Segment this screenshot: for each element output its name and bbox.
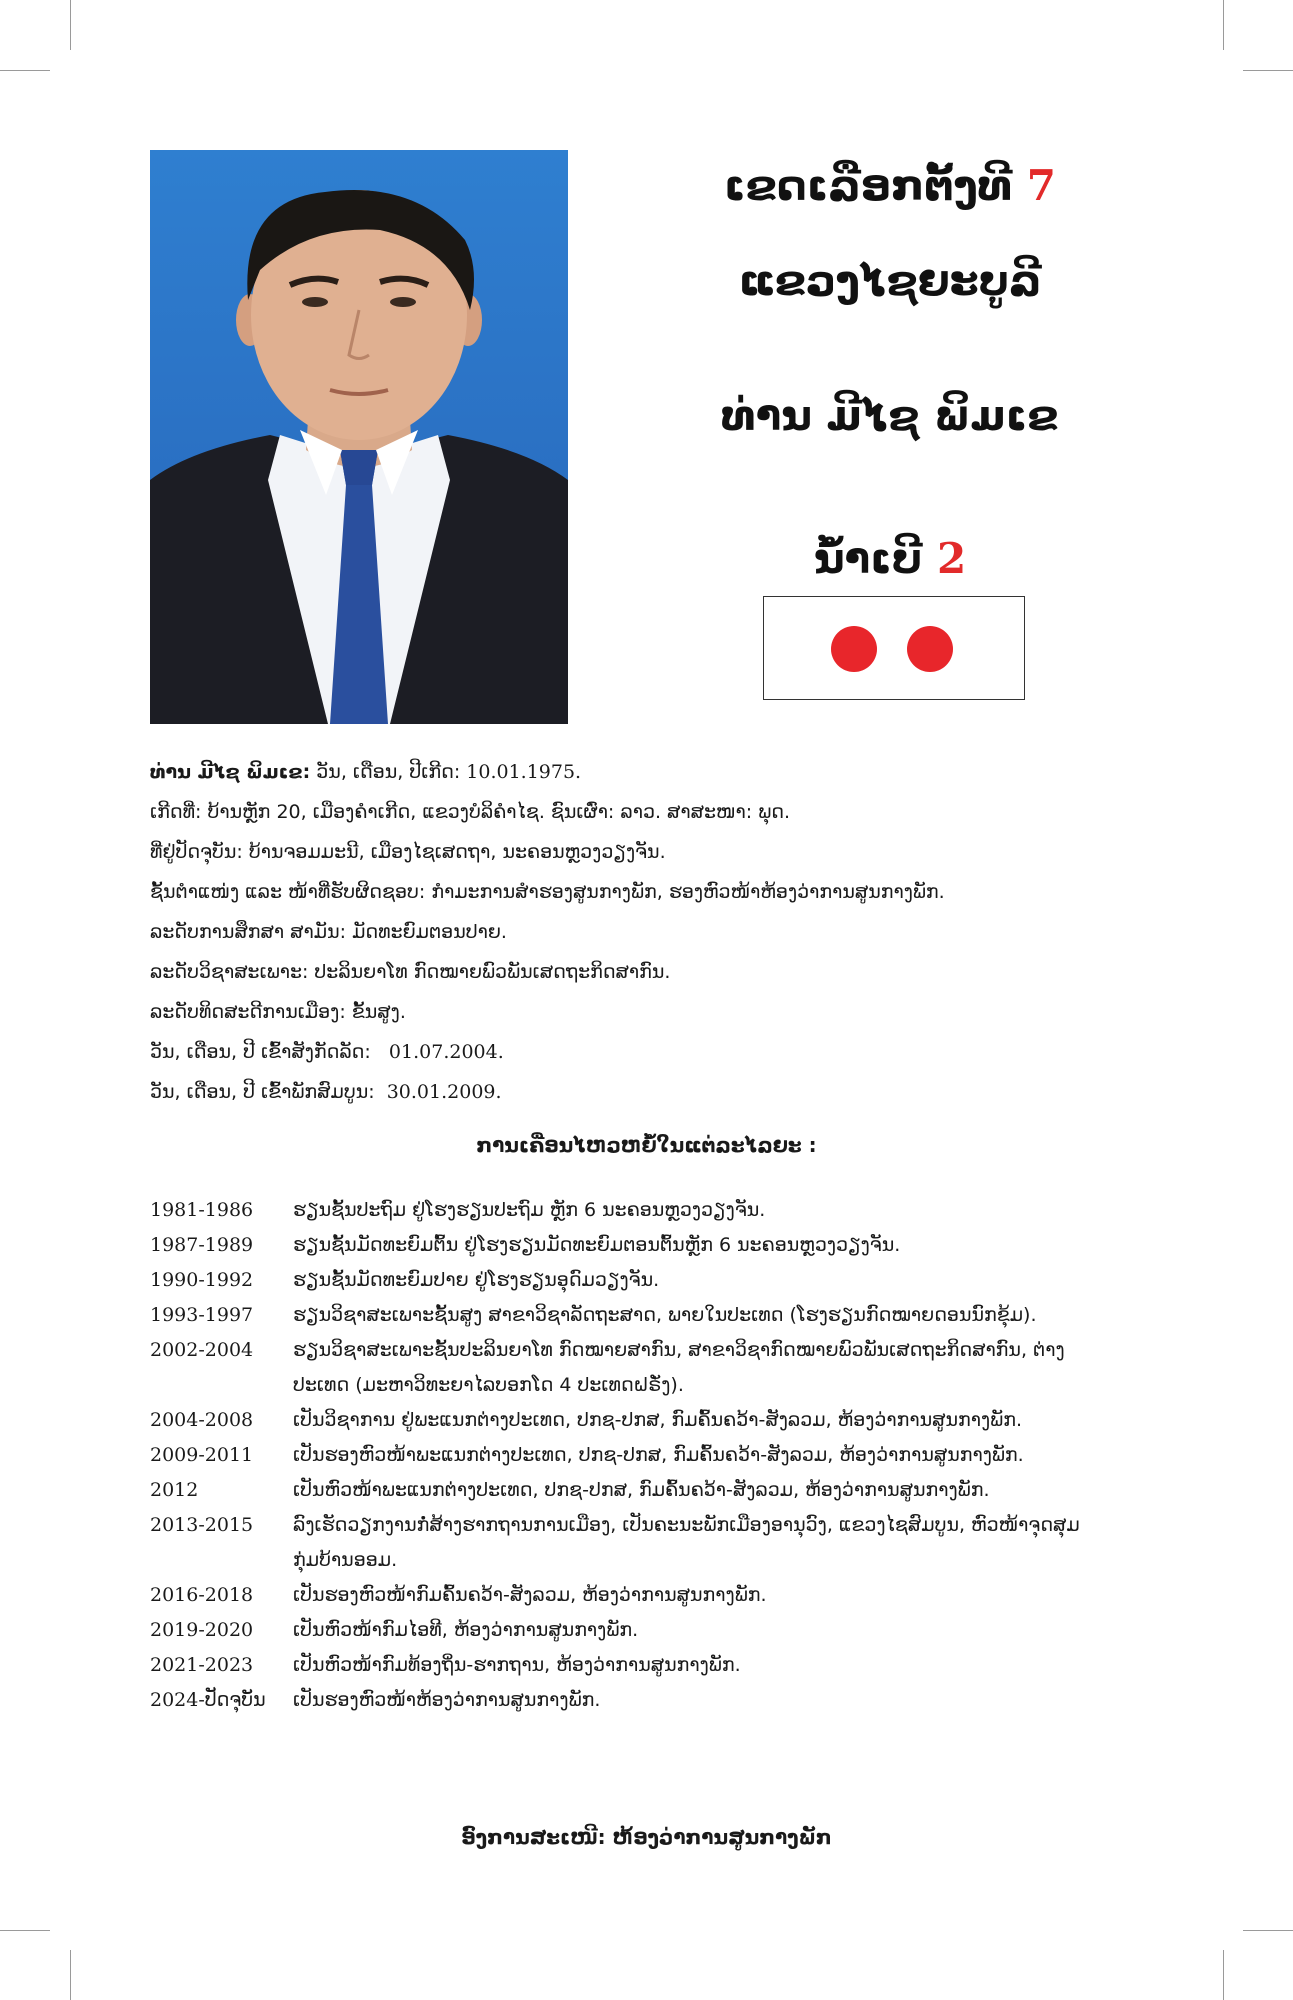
career-years: 2004-2008	[150, 1409, 254, 1431]
bio-youth-union	[150, 1032, 1150, 1072]
career-years	[150, 1543, 293, 1578]
constituency-label: ເຂດເລືອກຕັ້ງທີ	[724, 161, 1013, 210]
candidate-photo	[150, 150, 568, 724]
crop-mark	[1223, 1950, 1224, 2000]
career-row	[150, 1543, 1140, 1578]
career-description: ຮຽນຊັ້ນມັດທະຍົມຕົ້ນ ຢູ່ໂຮງຮຽນມັດທະຍົມຕອນຕົ້ນຫຼັກ 6 ນະຄອນຫຼວງວຽງຈັນ.	[293, 1234, 901, 1256]
bio-professional-education: ລະດັບວິຊາສະເພາະ: ປະລິນຍາໂທ ກົດໝາຍພົວພັນເສດຖະກິດສາກົນ.	[150, 961, 671, 983]
career-row	[150, 1613, 1140, 1648]
career-row	[150, 1298, 1140, 1333]
candidate-number-title	[690, 534, 1090, 583]
crop-mark	[70, 1950, 71, 2000]
career-years: 2012	[150, 1479, 199, 1501]
career-row	[150, 1228, 1140, 1263]
footer-label: ອົງການສະເໜີ:	[461, 1825, 606, 1849]
youth-union-label: ວັນ, ເດືອນ, ປີ ເຂົ້າສັງກັດລັດ:	[150, 1041, 371, 1063]
nominating-organization	[0, 1825, 1293, 1849]
bio-name: ທ່ານ ມີໄຊ ພິມເຂ:	[150, 761, 311, 783]
ballot-dot	[831, 626, 877, 672]
province-title: ແຂວງໄຊຍະບູລີ	[738, 256, 1042, 305]
career-row	[150, 1333, 1140, 1368]
career-years: 2002-2004	[150, 1339, 254, 1361]
career-section-title: ການເຄື່ອນໄຫວຫຍໍ້ໃນແຕ່ລະໄລຍະ :	[476, 1133, 817, 1157]
dob-value: 10.01.1975.	[466, 761, 582, 783]
career-description: ເປັນຮອງຫົວໜ້າຫ້ອງວ່າການສູນກາງພັກ.	[293, 1689, 601, 1711]
candidate-number: 2	[936, 534, 967, 583]
number-label: ນໍ້າເບີ	[813, 534, 923, 583]
constituency-title	[690, 161, 1090, 210]
career-row	[150, 1263, 1140, 1298]
career-description: ຮຽນຊັ້ນປະຖົມ ຢູ່ໂຮງຮຽນປະຖົມ ຫຼັກ 6 ນະຄອນຫຼວງວຽງຈັນ.	[293, 1199, 766, 1221]
career-years: 1987-1989	[150, 1234, 254, 1256]
crop-mark	[1223, 0, 1224, 50]
career-description: ຮຽນວິຊາສະເພາະຊັ້ນປະລິນຍາໂທ ກົດໝາຍສາກົນ, ສາຂາວິຊາກົດໝາຍພົວພັນເສດຖະກິດສາກົນ, ຕ່າງ	[293, 1339, 1065, 1361]
bio-political-theory: ລະດັບທິດສະດີການເມືອງ: ຂັ້ນສູງ.	[150, 1001, 406, 1023]
career-description: ເປັນຮອງຫົວໜ້າກົມຄົ້ນຄວ້າ-ສັງລວມ, ຫ້ອງວ່າການສູນກາງພັກ.	[293, 1584, 767, 1606]
bio-birthplace: ເກີດທີ່: ບ້ານຫຼັກ 20, ເມືອງຄໍາເກີດ, ແຂວງບໍລິຄໍາໄຊ. ຊົນເຜົ່າ: ລາວ. ສາສະໜາ: ພຸດ.	[150, 801, 791, 823]
career-years: 2013-2015	[150, 1514, 254, 1536]
crop-mark	[1243, 1930, 1293, 1931]
party-label: ວັນ, ເດືອນ, ປີ ເຂົ້າພັກສົມບູນ:	[150, 1081, 375, 1103]
career-years: 2016-2018	[150, 1584, 254, 1606]
bio-party	[150, 1072, 1150, 1112]
dob-label: ວັນ, ເດືອນ, ປີເກີດ:	[310, 761, 467, 783]
career-years: 2021-2023	[150, 1654, 254, 1676]
career-description: ເປັນຫົວໜ້າກົມໄອທີ, ຫ້ອງວ່າການສູນກາງພັກ.	[293, 1619, 639, 1641]
career-description: ຮຽນຊັ້ນມັດທະຍົມປາຍ ຢູ່ໂຮງຮຽນອຸດົມວຽງຈັນ.	[293, 1269, 660, 1291]
footer-value: ຫ້ອງວ່າການສູນກາງພັກ	[605, 1825, 832, 1849]
bio-name-dob	[150, 752, 1150, 792]
biography	[150, 752, 1150, 1112]
youth-union-value: 01.07.2004.	[388, 1041, 504, 1063]
crop-mark	[0, 70, 50, 71]
career-years: 2009-2011	[150, 1444, 254, 1466]
crop-mark	[1243, 70, 1293, 71]
career-years: 1981-1986	[150, 1199, 254, 1221]
career-description: ຮຽນວິຊາສະເພາະຊັ້ນສູງ ສາຂາວິຊາລັດຖະສາດ, ພາຍໃນປະເທດ (ໂຮງຮຽນກົດໝາຍດອນນົກຂຸ້ມ).	[293, 1304, 1037, 1326]
career-description: ເປັນຮອງຫົວໜ້າພະແນກຕ່າງປະເທດ, ປກຊ-ປກສ, ກົມຄົ້ນຄວ້າ-ສັງລວມ, ຫ້ອງວ່າການສູນກາງພັກ.	[293, 1444, 1024, 1466]
career-description: ເປັນວິຊາການ ຢູ່ພະແນກຕ່າງປະເທດ, ປກຊ-ປກສ, ກົມຄົ້ນຄວ້າ-ສັງລວມ, ຫ້ອງວ່າການສູນກາງພັກ.	[293, 1409, 1022, 1431]
constituency-number: 7	[1026, 161, 1056, 210]
career-row	[150, 1403, 1140, 1438]
career-years: 2019-2020	[150, 1619, 254, 1641]
career-row	[150, 1578, 1140, 1613]
bio-general-education: ລະດັບການສຶກສາ ສາມັນ: ມັດທະຍົມຕອນປາຍ.	[150, 921, 507, 943]
career-description: ກຸ່ມບ້ານອອມ.	[293, 1549, 398, 1571]
bio-residence: ທີ່ຢູ່ປັດຈຸບັນ: ບ້ານຈອມມະນີ, ເມືອງໄຊເສດຖາ, ນະຄອນຫຼວງວຽງຈັນ.	[150, 841, 666, 863]
career-years: 1990-1992	[150, 1269, 254, 1291]
career-description: ເປັນຫົວໜ້າກົມທ້ອງຖິ່ນ-ຮາກຖານ, ຫ້ອງວ່າການສູນກາງພັກ.	[293, 1654, 741, 1676]
crop-mark	[70, 0, 71, 50]
career-list	[150, 1193, 1140, 1718]
career-description: ປະເທດ (ມະຫາວິທະຍາໄລບອກໂດ 4 ປະເທດຝຣັ່ງ).	[293, 1374, 684, 1396]
career-row	[150, 1508, 1140, 1543]
bio-position: ຊັ້ນຕໍາແໜ່ງ ແລະ ໜ້າທີ່ຮັບຜິດຊອບ: ກໍາມະການສໍາຮອງສູນກາງພັກ, ຮອງຫົວໜ້າຫ້ອງວ່າການສູນກາງພັກ.	[150, 881, 945, 903]
party-value: 30.01.2009.	[386, 1081, 502, 1103]
career-row	[150, 1368, 1140, 1403]
ballot-marker-box	[763, 596, 1025, 700]
career-description: ລົງເຮັດວຽກງານກໍ່ສ້າງຮາກຖານການເມືອງ, ເປັນຄະນະພັກເມືອງອານຸວົງ, ແຂວງໄຊສົມບູນ, ຫົວໜ້າຈຸດສຸມ	[293, 1514, 1080, 1536]
career-row	[150, 1473, 1140, 1508]
crop-mark	[0, 1930, 50, 1931]
ballot-dot	[907, 626, 953, 672]
career-years: 2024-ປັດຈຸບັນ	[150, 1689, 266, 1711]
career-row	[150, 1648, 1140, 1683]
career-row	[150, 1193, 1140, 1228]
career-row	[150, 1438, 1140, 1473]
career-years: 1993-1997	[150, 1304, 254, 1326]
candidate-name-title: ທ່ານ ມີໄຊ ພິມເຂ	[721, 391, 1059, 440]
career-years	[150, 1368, 293, 1403]
career-row	[150, 1683, 1140, 1718]
career-description: ເປັນຫົວໜ້າພະແນກຕ່າງປະເທດ, ປກຊ-ປກສ, ກົມຄົ້ນຄວ້າ-ສັງລວມ, ຫ້ອງວ່າການສູນກາງພັກ.	[293, 1479, 990, 1501]
